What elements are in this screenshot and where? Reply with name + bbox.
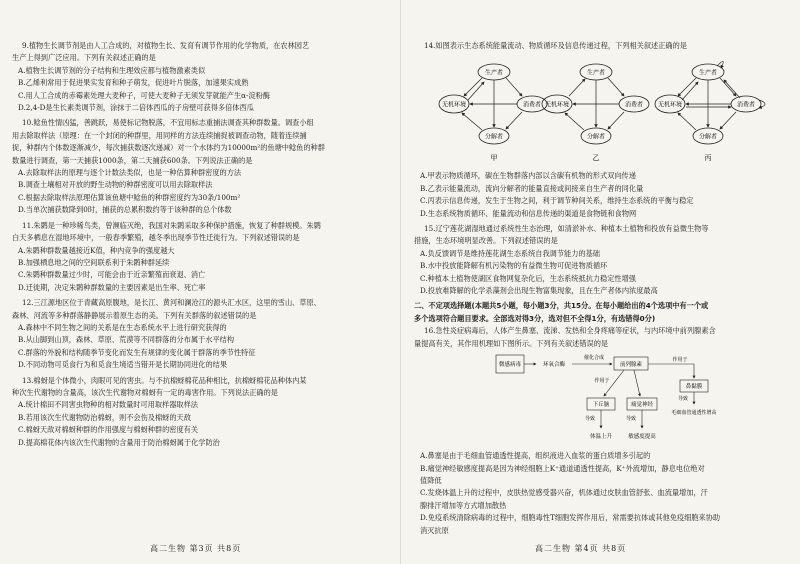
diagram-bing (655, 62, 765, 163)
q10-line-4: 数量进行调查，第一天捕获1000条，第二天捕获600条。下列说法正确的是 (12, 155, 253, 165)
q15-option-d: D.投放难降解的化学杀藻剂会出现生物富集现象，且在生产者体内浓度最高 (420, 286, 658, 296)
q13-option-c: C.棉蚜天敌对棉蚜种群的作用强度与棉蚜种群的密度有关 (18, 425, 199, 435)
q10-option-d: D.当单次捕获数降到0时，捕获的总累积数约等于该种群的总个体数 (18, 205, 232, 215)
q16-option-d-cont: 消灭抗原 (420, 525, 449, 535)
jia-label-decomposer: 分解者 (484, 133, 504, 141)
q15-line-2: 措施，生态环境明显改善。下列叙述错误的是 (414, 236, 558, 246)
q13-option-d: D.提高棉花体内该次生代谢物的含量用于防治棉蚜属于化学防治 (18, 437, 220, 447)
flow-node-pain-nerve: 痛觉神经 (630, 402, 654, 409)
jia-label-consumer: 消费者 (522, 101, 542, 109)
question-10 (12, 117, 392, 216)
right-page-footer: 高二生物 第4页 共8页 (535, 544, 627, 553)
q12-option-b: B.从山脚到山顶，森林、草原、荒漠等不同群落的分布属于水平结构 (18, 335, 235, 345)
bing-label-environment: 无机环境 (657, 101, 683, 109)
q10-line-3: 捉，种群内个体数逐渐减少，每次捕获数逐次递减）对一个水体约为10000m²的鱼塘中鲶鱼的种群 (12, 143, 325, 153)
yi-label-producer: 生产者 (586, 69, 606, 77)
q15-option-c: C.种植本土植物使湖区食物网复杂化后，生态系统抵抗力稳定性增强 (420, 273, 636, 283)
flow-node-virus: 微感病毒 (498, 362, 522, 369)
diagram-yi (542, 64, 649, 162)
left-page (12, 40, 392, 449)
q16-line-2: 量提高有关，其作用机理如下图所示。下列有关叙述错误的是 (414, 338, 609, 348)
q11-option-b: B.加强栖息地之间的空间联系利于朱鹮种群延续 (18, 257, 170, 267)
flow-label-acts-on-1: 作用于 (594, 378, 610, 385)
question-13 (12, 375, 392, 449)
q16-option-c-cont: 腺排汗增加等方式增加散热 (420, 500, 507, 510)
q13-line-1: 13.棉蚜是个体微小，肉眼可见的害虫。与不抗棉蚜棉花品种相比，抗棉蚜棉花品种体内某 (22, 375, 307, 385)
q9-stem-cont: 生产上得到广泛应用。下列有关叙述正确的是 (12, 53, 156, 63)
q12-option-c: C.群落的外貌和结构随季节变化而发生有规律的变化属于群落的季节性特征 (18, 347, 256, 357)
q16-line-1: 16.急性炎症病毒后，人体产生鼻塞、流涕、发热和全身疼痛等症状，与内环境中前列腺素含 (424, 326, 716, 336)
q12-line-2: 森林、河流等多种群落静静展示着原生态的美。下列有关群落的叙述错误的是 (12, 310, 257, 320)
section-2-title: 二、不定项选择题(本题共5小题，每小题3分，共15分。在每小题给出的4个选项中有一个或 (414, 301, 709, 311)
q11-option-d: D.迁徙期，决定朱鹮种群数量的主要因素是出生率、死亡率 (18, 282, 206, 292)
diagram-jia-caption: 甲 (490, 154, 498, 163)
flow-label-acts-on-2: 作用于 (672, 357, 688, 364)
q10-line-2: 用去除取样法（原理：在一个封闭的种群里，用同样的方法连续捕捉被调查动物，随着连续捕 (12, 130, 307, 140)
q14-option-a: A.甲表示物质循环，碳在生物群落内部以含碳有机物的形式双向传递 (420, 171, 636, 181)
q13-option-a: A.统计棉田不同害虫物种的相对数量时可用取样器取样法 (18, 400, 198, 410)
q15-option-b: B.水中投放能降解有机污染物的有益微生物可促进物质循环 (420, 261, 608, 271)
bing-label-consumer: 消费者 (736, 101, 756, 109)
flow-node-sensitivity: 敏感度提高 (628, 434, 656, 441)
yi-label-decomposer: 分解者 (586, 133, 606, 141)
q12-option-a: A.森林中不同生物之间的关系是在生态系统水平上进行研究获得的 (18, 322, 227, 332)
ecosystem-diagrams (414, 56, 792, 168)
q14-stem: 14.如图表示生态系统能量流动、物质循环及信息传递过程，下列相关叙述正确的是 (424, 41, 687, 50)
q10-option-b: B.调查土壤相对开放的野生动物的种群密度可以用去除取样法 (18, 180, 213, 190)
ecosystem-diagram-svg (414, 56, 792, 168)
question-14 (414, 40, 792, 220)
q9-option-d: D.2,4-D是生长素类调节剂，涂抹于二倍体西瓜的子房壁可获得多倍体西瓜 (18, 103, 254, 113)
q9-option-a: A.植物生长调节剂的分子结构和生理效应都与植物激素类似 (18, 65, 206, 75)
q14-option-b: B.乙表示能量流动，流向分解者的能量直接或间接来自生产者的同化量 (420, 183, 644, 193)
q15-option-a: A.负反馈调节是维持莲花湖生态系统自我调节能力的基础 (420, 248, 600, 258)
q14-option-c: C.丙表示信息传递，发生于生物之间，利于调节种间关系，维持生态系统的平衡与稳定 (420, 196, 694, 206)
q16-option-a: A.鼻塞是由于毛细血管通透性提高，组织液进入血浆的蛋白质增多引起的 (420, 451, 651, 461)
question-12 (12, 297, 392, 371)
flow-node-temp-rise: 体温上升 (589, 434, 613, 441)
q9-option-c: C.用人工合成的赤霉素处理大麦种子，可使大麦种子无须发芽就能产生α-淀粉酶 (18, 90, 271, 100)
prostaglandin-flowchart (414, 352, 792, 448)
q16-option-c: C.发烧体温上升的过程中，皮肤热觉感受器兴奋，机体通过皮肤血管舒张、血流量增加，汗 (420, 488, 708, 498)
flow-node-prostaglandin: 前列腺素 (619, 362, 643, 369)
q10-option-a: A.去除取样法的原理与逐个计数法类似，也是一种估算种群密度的方法 (18, 168, 242, 178)
flow-node-hypothalamus: 下丘脑 (592, 402, 610, 409)
page-divider (400, 0, 401, 564)
question-11 (12, 220, 392, 294)
jia-label-environment: 无机环境 (441, 101, 467, 109)
flow-node-nasal-mucosa: 鼻黏膜 (685, 384, 703, 391)
flow-node-permeability: 毛细血管通透性增高 (671, 410, 717, 417)
yi-label-consumer: 消费者 (624, 101, 644, 109)
q11-option-a: A.朱鹮种群数量越接近K值，种内竞争的强度越大 (18, 245, 175, 255)
q11-line-2: 白天多栖息在湿地环境中，一般春季繁殖，越冬季出现季节性迁徙行为。下列叙述错误的是 (12, 233, 300, 243)
flow-label-leads-3: 导致 (677, 396, 688, 403)
q10-line-1: 10.鲶鱼性情凶猛，善跳跃，易使标记物脱落，不宜用标志重捕法调查其种群数量。调查小组 (22, 118, 314, 128)
q12-option-d: D.不同动物可觅食行为和觅食生境适当错开是长期协同进化的结果 (18, 360, 228, 370)
question-15 (414, 223, 792, 297)
q11-option-c: C.朱鹮种群数量过少时，可能会由于近亲繁殖而衰退、消亡 (18, 270, 206, 280)
section-2-heading (414, 300, 792, 325)
q13-option-b: B.若用该次生代谢物防治棉蚜，则不会伤及棉蚜的天敌 (18, 412, 191, 422)
flow-label-leads-1: 导致 (584, 416, 595, 423)
yi-label-environment: 无机环境 (544, 101, 570, 109)
bing-label-producer: 生产者 (698, 69, 718, 77)
q11-line-1: 11.朱鹮是一种珍稀鸟类，曾濒临灭绝，我国对朱鹮采取多种保护措施，恢复了种群规模。朱鹮 (22, 220, 321, 230)
section-2-title-cont: 多个选项符合题目要求。全部选对得3分，选对但不全得1分，有选错得0分) (414, 313, 656, 323)
flow-label-leads-2: 导致 (625, 416, 636, 423)
q15-line-1: 15.辽宁莲花湖湿地通过系统性生态治理，如清淤补水、种植本土植物和投放有益微生物等 (424, 224, 709, 234)
right-page (414, 40, 792, 537)
q14-option-d: D.生态系统物质循环、能量流动和信息传递的渠道是食物链和食物网 (420, 208, 637, 218)
q16-option-b-cont: 值降低 (420, 475, 442, 485)
question-16 (414, 325, 792, 537)
q16-option-d: D.免疫系统清除病毒的过程中，细胞毒性T细胞发挥作用后，常需要抗体或其他免疫细胞来协助 (420, 513, 721, 523)
question-9 (12, 40, 392, 114)
diagram-bing-caption: 丙 (704, 154, 712, 163)
flow-label-catalyze: 催化合成 (583, 355, 605, 362)
q9-option-b: B.乙烯利常用于促进果实发育和种子萌发，促进叶片脱落，加速果实成熟 (18, 78, 249, 88)
q12-line-1: 12.三江源地区位于青藏高原腹地，是长江、黄河和澜沧江的源头汇水区，这里的雪山、草原、 (22, 298, 321, 308)
left-page-footer: 高二生物 第3页 共8页 (150, 544, 242, 553)
q9-stem: 9.植物生长调节剂是由人工合成的，对植物生长、发育有调节作用的化学物质，在农林园艺 (22, 41, 310, 50)
jia-label-producer: 生产者 (484, 69, 504, 77)
bing-label-decomposer: 分解者 (698, 133, 718, 141)
flowchart-svg (494, 352, 744, 448)
diagram-yi-caption: 乙 (592, 154, 600, 163)
q13-line-2: 种次生代谢物的含量高，该次生代谢物对棉蚜有一定的毒害作用。下列说法正确的是 (12, 387, 278, 397)
q10-option-c: C.根据去除取样法原理估算该鱼塘中鲶鱼的种群密度约为30条/100m² (18, 192, 241, 202)
flow-node-cox: 环氧合酶 (542, 362, 566, 369)
q16-option-b: B.痛觉神经敏感度提高是因为神经细胞上K⁺通道通透性提高，K⁺外流增加，静息电位绝对 (420, 463, 705, 473)
diagram-jia (439, 64, 547, 162)
